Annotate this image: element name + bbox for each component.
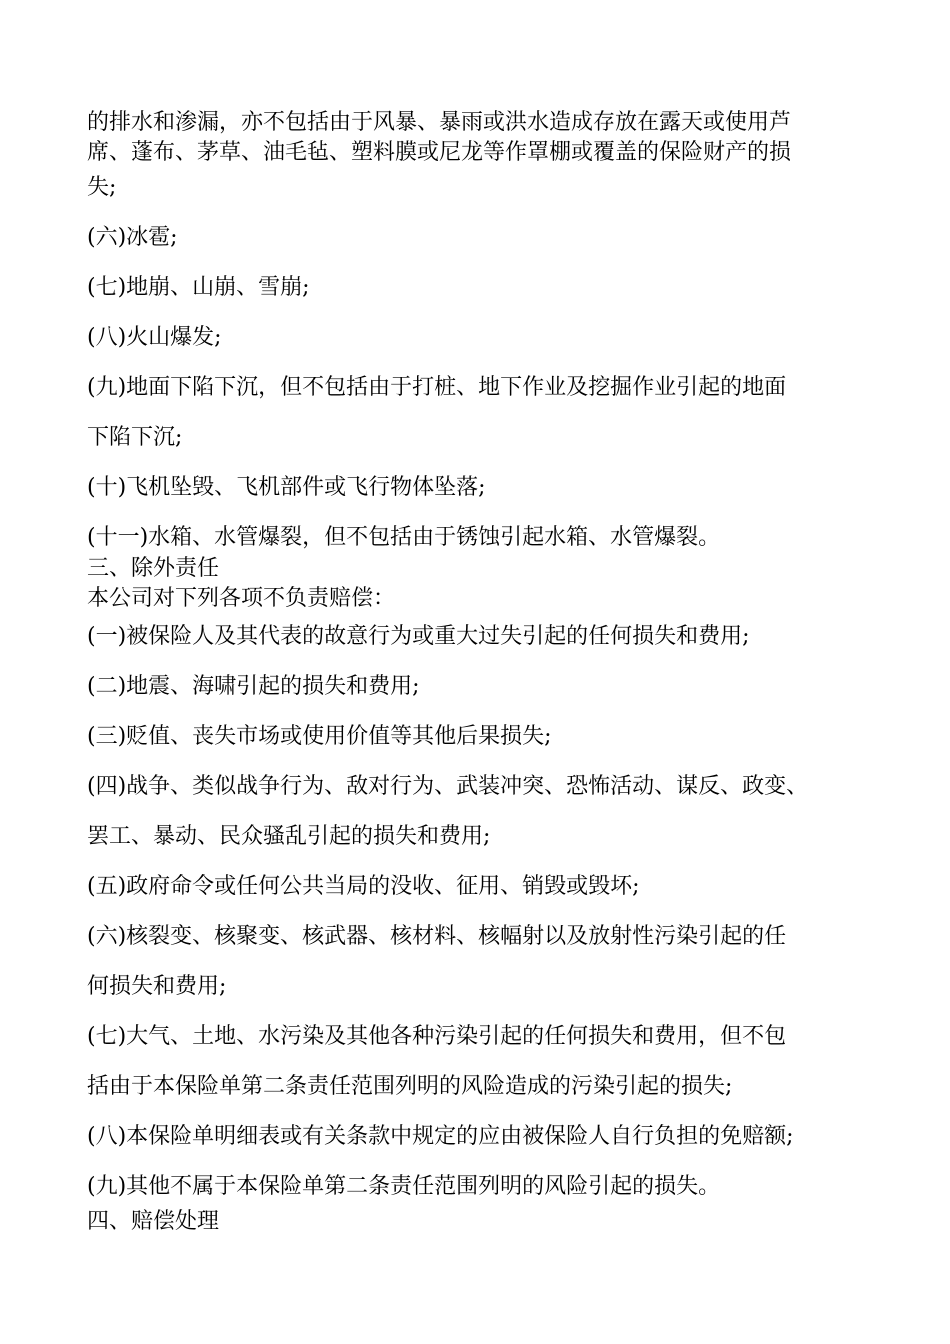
text-line: (六)核裂变、核聚变、核武器、核材料、核幅射以及放射性污染引起的任: [87, 924, 787, 949]
text-line: (六)冰雹;: [87, 225, 178, 250]
text-line: (十)飞机坠毁、飞机部件或飞行物体坠落;: [87, 475, 486, 500]
text-line: 的排水和渗漏，亦不包括由于风暴、暴雨或洪水造成存放在露天或使用芦: [87, 110, 792, 135]
text-line: 罢工、暴动、民众骚乱引起的损失和费用;: [87, 824, 491, 849]
text-line: 下陷下沉;: [87, 425, 183, 450]
text-line: 本公司对下列各项不负责赔偿：: [87, 586, 396, 611]
text-line: (七)地崩、山崩、雪崩;: [87, 275, 310, 300]
text-line: (九)地面下陷下沉，但不包括由于打桩、地下作业及挖掘作业引起的地面: [87, 375, 787, 400]
section-heading: 三、除外责任: [87, 556, 220, 581]
text-line: 失;: [87, 175, 117, 200]
text-line: (八)本保险单明细表或有关条款中规定的应由被保险人自行负担的免赔额;: [87, 1124, 794, 1149]
text-line: (九)其他不属于本保险单第二条责任范围列明的风险引起的损失。: [87, 1174, 721, 1199]
document-page: [87, 108, 887, 1238]
text-line: (五)政府命令或任何公共当局的没收、征用、销毁或毁坏;: [87, 874, 640, 899]
text-line: 括由于本保险单第二条责任范围列明的风险造成的污染引起的损失;: [87, 1074, 733, 1099]
text-line: (三)贬值、丧失市场或使用价值等其他后果损失;: [87, 724, 552, 749]
text-line: 何损失和费用;: [87, 974, 227, 999]
section-heading: 四、赔偿处理: [87, 1209, 220, 1234]
text-line: (七)大气、土地、水污染及其他各种污染引起的任何损失和费用，但不包: [87, 1024, 787, 1049]
text-line: (十一)水箱、水管爆裂，但不包括由于锈蚀引起水箱、水管爆裂。: [87, 525, 721, 550]
text-line: (二)地震、海啸引起的损失和费用;: [87, 674, 420, 699]
text-line: (四)战争、类似战争行为、敌对行为、武装冲突、恐怖活动、谋反、政变、: [87, 774, 809, 799]
text-line: 席、蓬布、茅草、油毛毡、塑料膜或尼龙等作罩棚或覆盖的保险财产的损: [87, 140, 792, 165]
text-line: (八)火山爆发;: [87, 325, 222, 350]
text-line: (一)被保险人及其代表的故意行为或重大过失引起的任何损失和费用;: [87, 624, 750, 649]
